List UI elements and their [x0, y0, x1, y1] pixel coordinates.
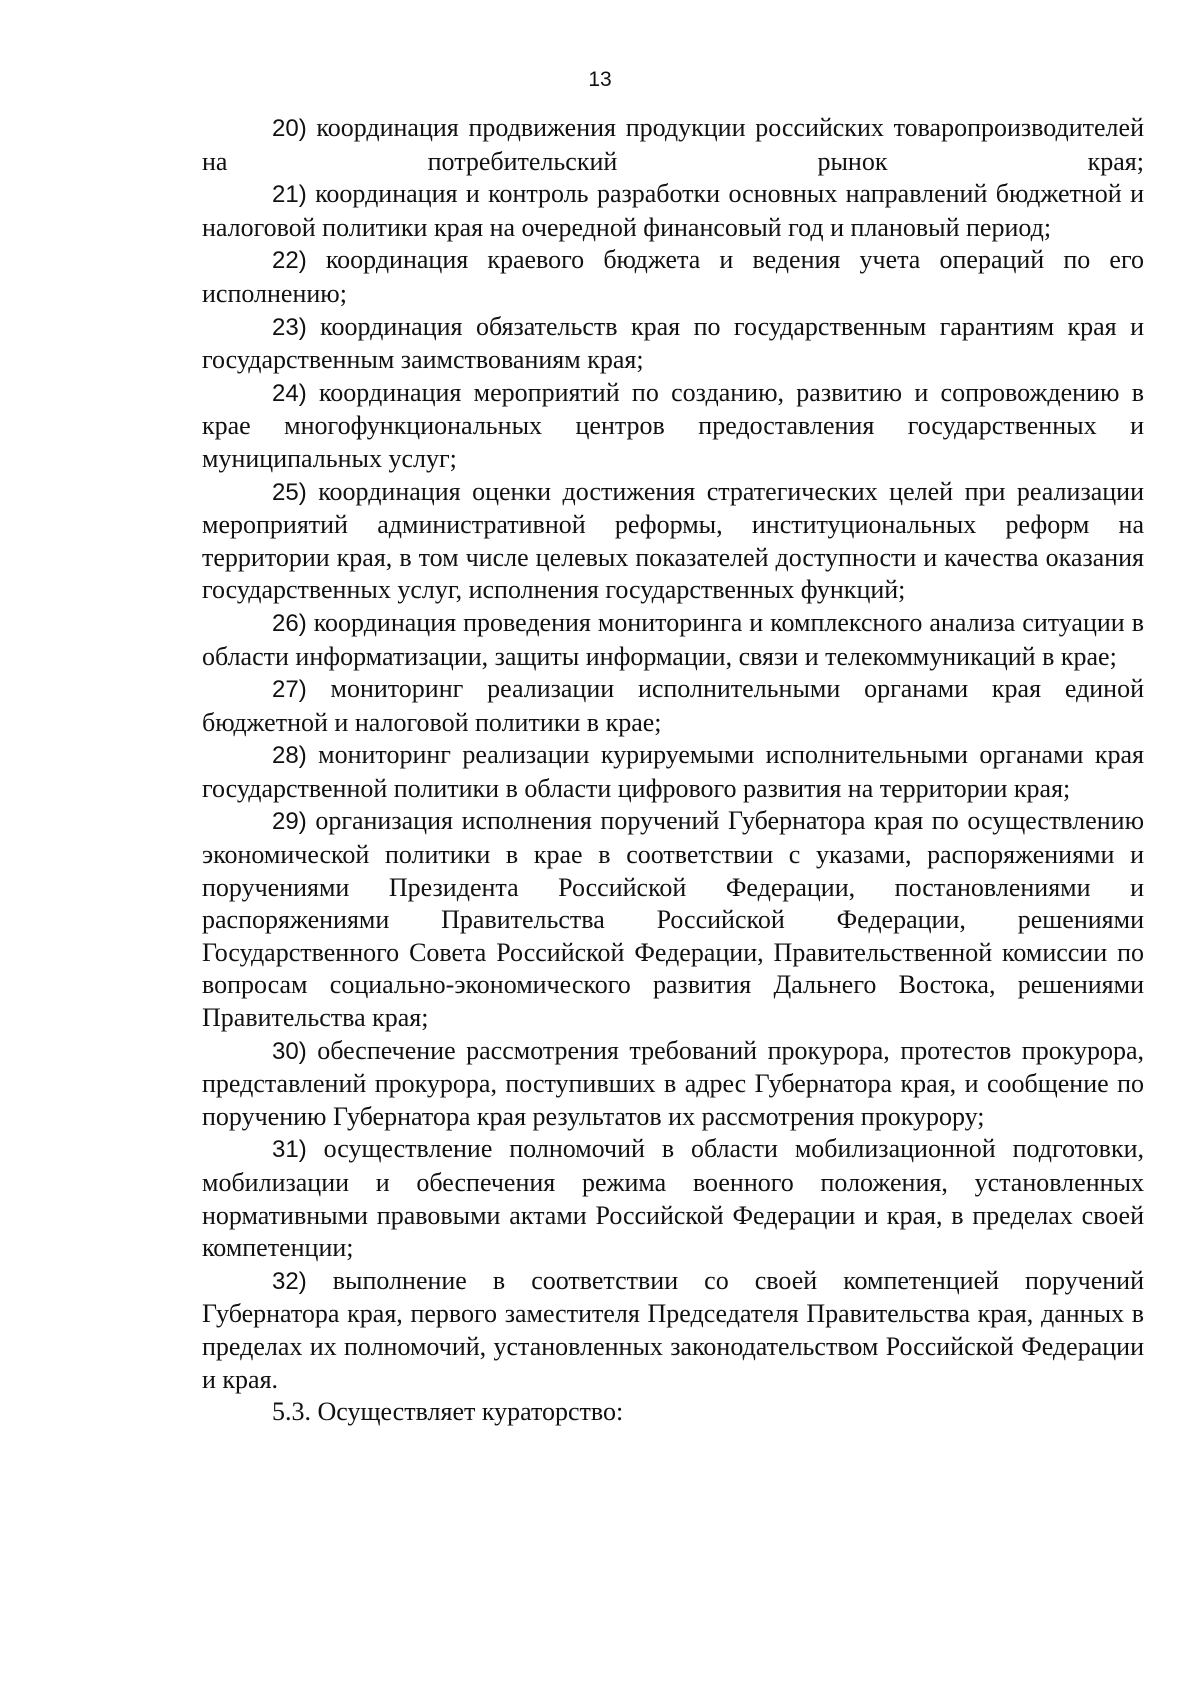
item-text: организация исполнения поручений Губернатора края по осуществлению экономической политики в крае в соответствии с указами, распоряжениями и поручениями Президента Российской Федерации, постановлениями и распоряжениями Правительства Российской Федерации, решениями Государственного Совета Российской Федерации, Правительственной комиссии по вопросам социально-экономического развития Дальнего Востока, решениями Правительства края; [202, 806, 1145, 1033]
item-number: 24) [272, 379, 307, 407]
item-number: 21) [272, 181, 307, 209]
item-text: мониторинг реализации исполнительными органами края единой бюджетной и налоговой политики в крае; [202, 674, 1145, 737]
item-text: координация краевого бюджета и ведения учета операций по его исполнению; [202, 245, 1144, 308]
item-number: 31) [272, 1136, 307, 1164]
item-number: 20) [272, 115, 307, 142]
section-text: Осуществляет кураторство: [317, 1397, 624, 1427]
item-text: координация и контроль разработки основных направлений бюджетной и налоговой политики края на очередной финансовый год и плановый период; [202, 179, 1145, 242]
item-text: осуществление полномочий в области мобилизационной подготовки, мобилизации и обеспечения режима военного положения, установленных нормативными правовыми актами Российской Федерации и края, в пределах своей компетенции; [202, 1134, 1144, 1263]
list-item [202, 739, 1144, 805]
item-text: координация обязательств края по государственным гарантиям края и государственным заимствованиям края; [202, 311, 1144, 375]
item-number: 25) [272, 478, 307, 506]
section-number: 5.3. [272, 1397, 311, 1427]
item-number: 23) [272, 313, 307, 341]
item-text: обеспечение рассмотрения требований прокурора, протестов прокурора, представлений прокурора, поступивших в адрес Губернатора края, и сообщение по поручению Губернатора края результатов их рассмотрения прокурору; [202, 1035, 1145, 1131]
list-item [202, 377, 1144, 476]
list-item [202, 178, 1144, 244]
list-item [202, 1035, 1144, 1134]
list-item [202, 1133, 1144, 1264]
list-item [202, 607, 1144, 673]
item-text: мониторинг реализации курируемыми исполнительными органами края государственной политики в области цифрового развития на территории края; [202, 740, 1145, 803]
item-number: 27) [272, 676, 307, 704]
item-text: координация проведения мониторинга и комплексного анализа ситуации в области информатизации, защиты информации, связи и телекоммуникаций в крае; [202, 607, 1145, 671]
list-item [202, 244, 1144, 310]
item-text: координация мероприятий по созданию, развитию и сопровождению в крае многофункциональных центров предоставления государственных и муниципальных услуг; [202, 377, 1144, 473]
page-number: 13 [588, 68, 612, 91]
item-number: 26) [272, 609, 307, 637]
item-text: координация продвижения продукции российских товаропроизводителей на потребительский рынок края; [202, 113, 1144, 176]
list-item [202, 476, 1144, 607]
list-item [202, 1265, 1144, 1396]
item-number: 22) [272, 247, 307, 275]
list-item [202, 673, 1144, 739]
item-text: выполнение в соответствии со своей компетенцией поручений Губернатора края, первого заместителя Председателя Правительства края, данных в пределах их полномочий, установленных законодательством Российской Федерации и края. [202, 1265, 1144, 1394]
list-item [202, 805, 1144, 1034]
list-item [202, 112, 1144, 178]
item-text: координация оценки достижения стратегических целей при реализации мероприятий административной реформы, институциональных реформ на территории края, в том числе целевых показателей доступности и качества оказания государственных услуг, исполнения государственных функций; [202, 476, 1144, 605]
section-heading [202, 1396, 1144, 1429]
item-number: 29) [272, 808, 307, 836]
item-number: 30) [272, 1037, 307, 1065]
item-number: 28) [272, 742, 307, 770]
document-body [202, 112, 1144, 1429]
list-item [202, 311, 1144, 377]
item-number: 32) [272, 1267, 307, 1295]
